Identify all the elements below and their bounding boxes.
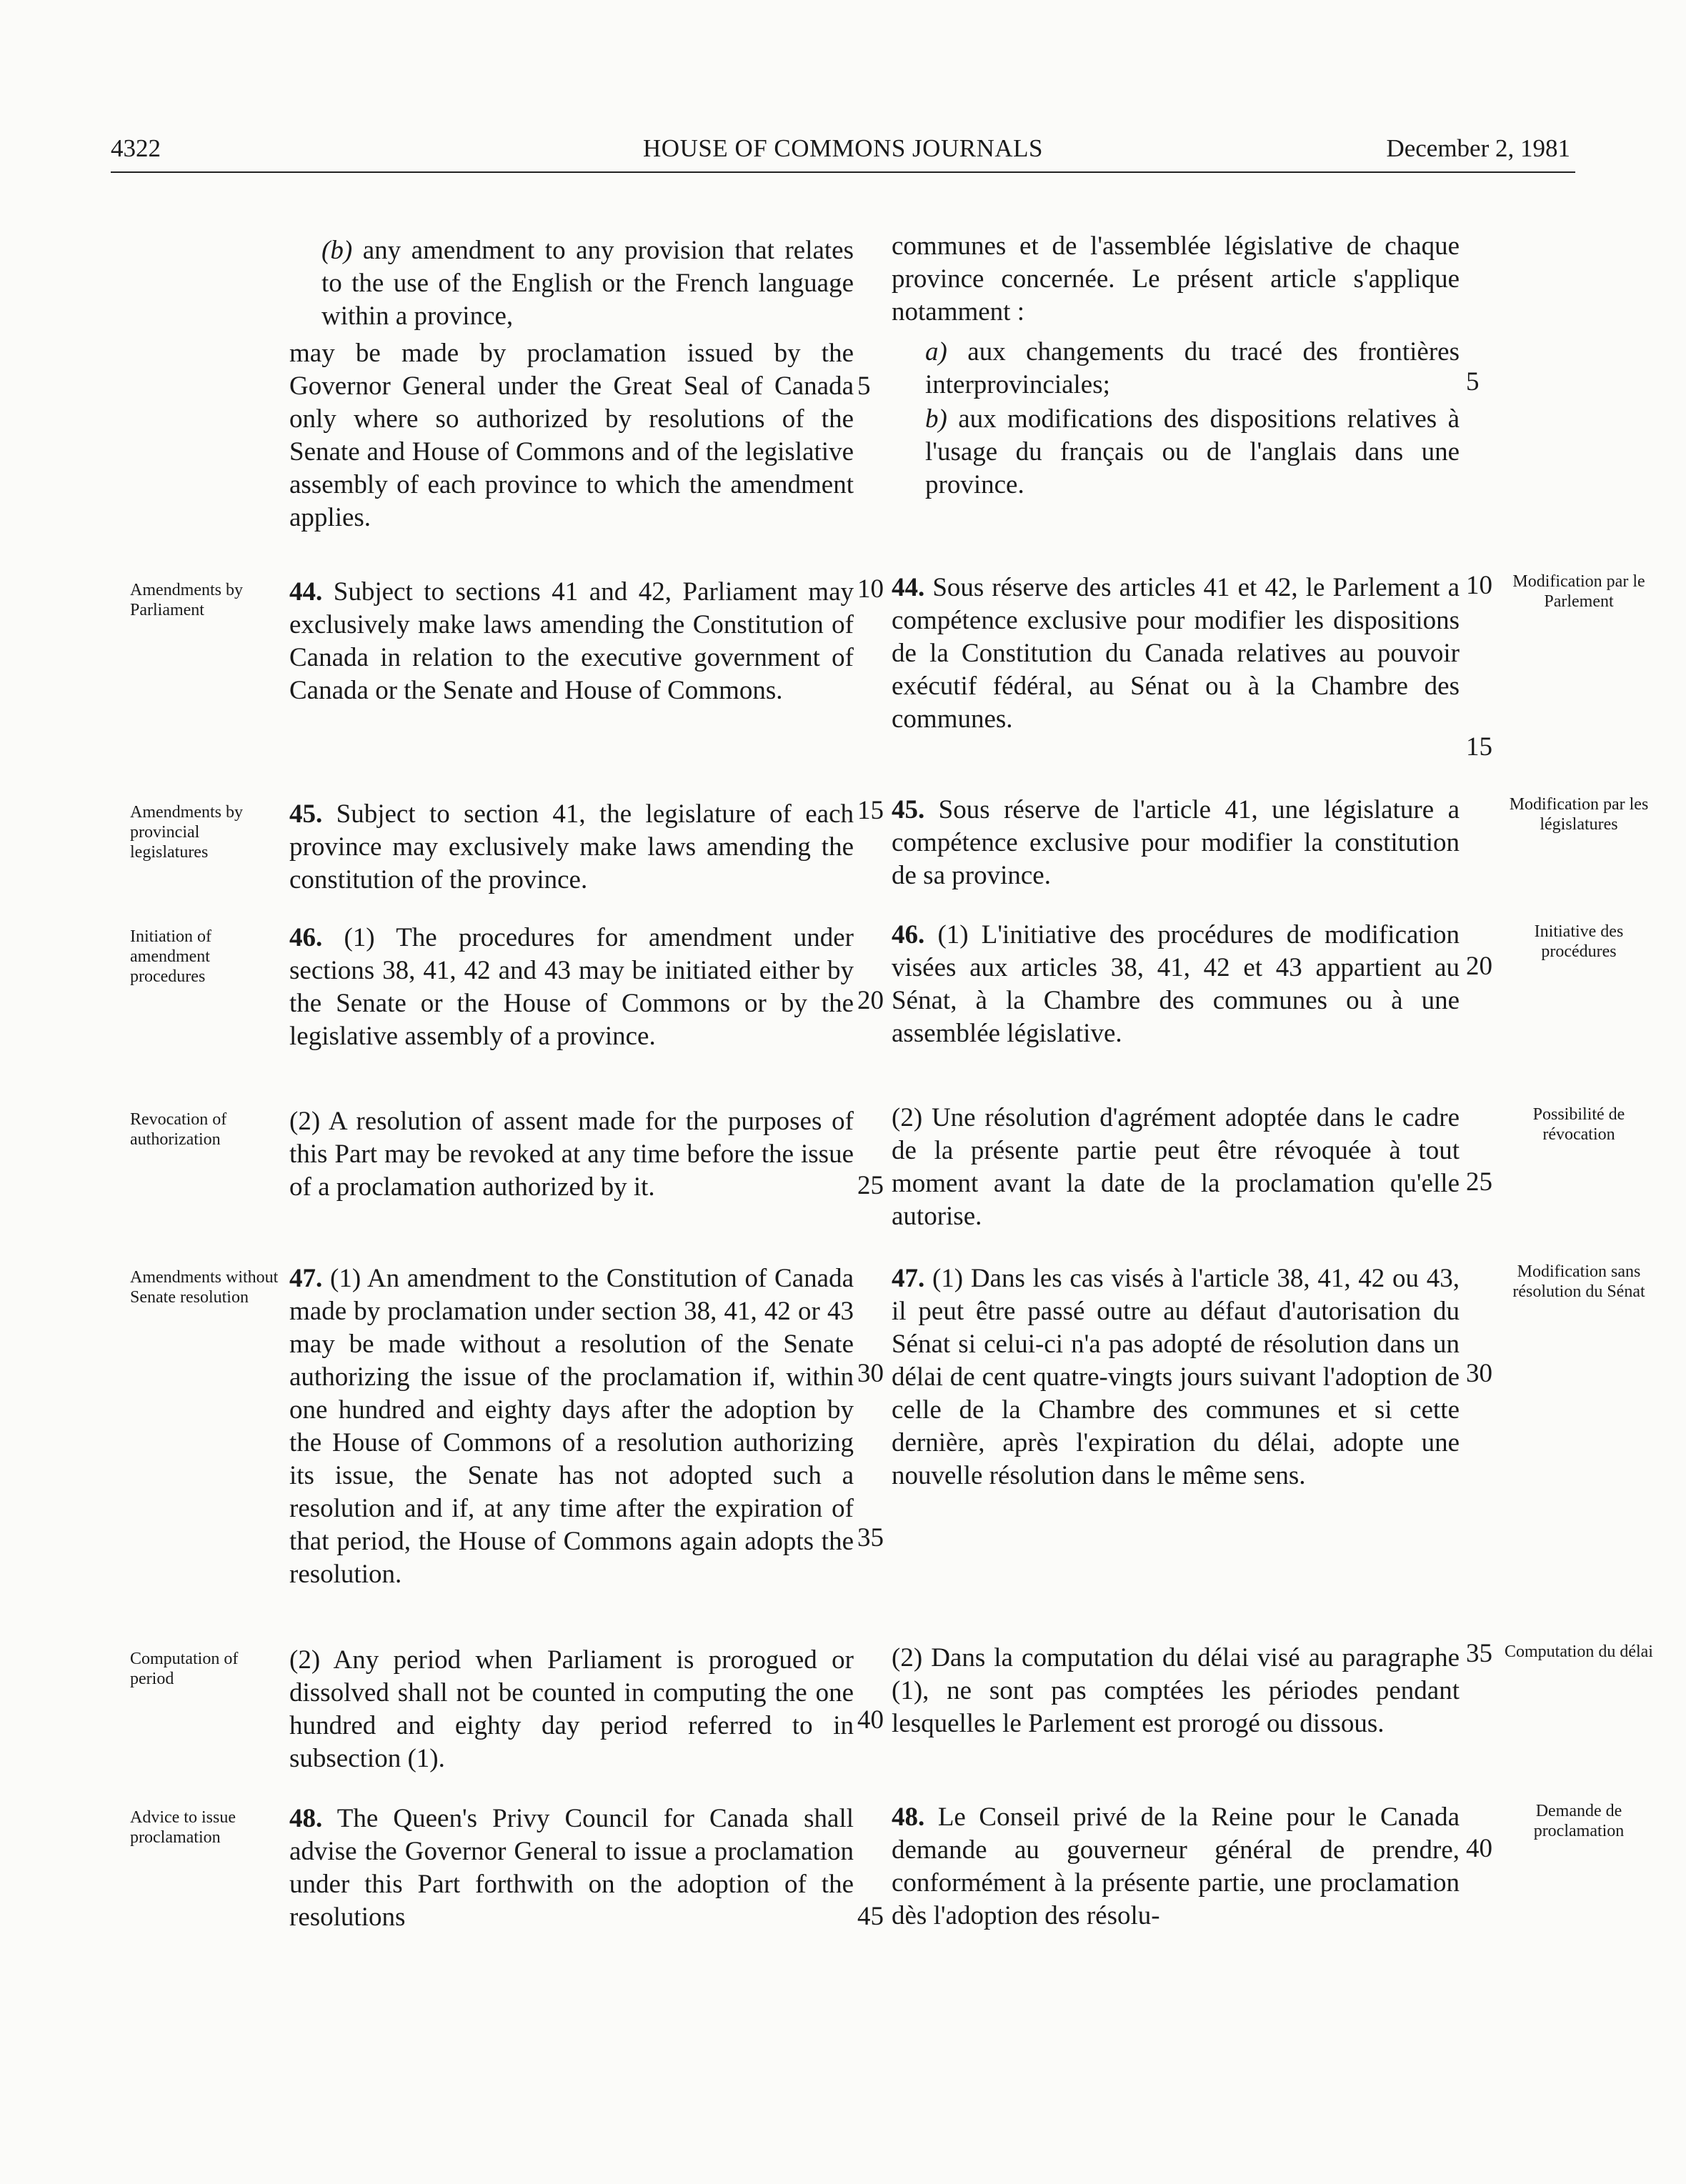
fr-s48-number: 48.	[892, 1802, 925, 1832]
en-s47-1-text: (1) An amendment to the Constitution of Canada made by proclamation under section 38, 41, 42 or 43 may be made without a resolution of the Senate authorizing the issue of the proclamation if, within one hundred and eighty days after the adoption by the House of Commons of a resolution authorizing its issue, the Senate has not adopted such a resolution and if, at any time after the expiration of that period, the House of Commons again adopts the resolution.	[289, 1264, 854, 1589]
margin-note-en: Initiation of amendment procedures	[130, 927, 211, 986]
fr-section-46-2	[892, 1102, 1460, 1233]
en-s45-text: Subject to section 41, the legislature of each province may exclusively make laws amending the constitution of the province.	[289, 799, 854, 894]
en-item-b-text: any amendment to any provision that relates to the use of the English or the French language within a province,	[321, 236, 854, 331]
fr-s48-text: Le Conseil privé de la Reine pour le Canada demande au gouverneur général de prendre, conformément à la présente partie, une proclamation dès l'adoption des résolu-	[892, 1802, 1460, 1930]
margin-note-fr: Possibilité de révocation	[1532, 1105, 1625, 1144]
en-line-number: 20	[857, 986, 884, 1015]
fr-line-number: 30	[1466, 1359, 1492, 1388]
fr-continuation	[892, 230, 1460, 329]
fr-s46-number: 46.	[892, 920, 925, 949]
margin-note-en: Advice to issue proclamation	[130, 1808, 236, 1847]
fr-s44-number: 44.	[892, 573, 925, 602]
fr-line-number: 5	[1466, 367, 1480, 397]
fr-s47-1-text: (1) Dans les cas visés à l'article 38, 41, 42 ou 43, il peut être passé outre au défaut d'autorisation du Sénat si celui-ci n'a pas adopté de résolution dans un délai de cent quatre-vingts jours suivant l'adoption de celle de la Chambre des communes et si cette dernière, après l'expiration du délai, adopte une nouvelle résolution dans le même sens.	[892, 1264, 1460, 1490]
en-s48-number: 48.	[289, 1804, 323, 1833]
en-line-number: 25	[857, 1171, 884, 1200]
fr-s47-2-text: (2) Dans la computation du délai visé au paragraphe (1), ne sont pas comptées les périodes pendant lesquelles le Parlement est prorogé ou dissous.	[892, 1643, 1460, 1738]
fr-section-46-1	[892, 919, 1460, 1050]
en-line-number: 45	[857, 1902, 884, 1931]
fr-line-number: 15	[1466, 732, 1492, 762]
margin-note-fr: Demande de proclamation	[1533, 1802, 1625, 1840]
en-line-number: 10	[857, 574, 884, 604]
margin-note-en: Amendments by Parliament	[130, 581, 243, 619]
fr-line-number: 25	[1466, 1167, 1492, 1197]
fr-item-a-marker: a)	[925, 337, 947, 367]
fr-s47-number: 47.	[892, 1264, 925, 1293]
margin-note-fr: Modification sans résolution du Sénat	[1512, 1262, 1645, 1301]
fr-cont-text: communes et de l'assemblée législative de chaque province concernée. Le présent article s'applique notamment :	[892, 231, 1460, 326]
en-line-number: 15	[857, 796, 884, 825]
en-section-46-2	[289, 1105, 854, 1204]
fr-section-47-1	[892, 1262, 1460, 1492]
en-line-number: 5	[857, 372, 871, 401]
header-rule	[111, 171, 1575, 173]
en-s48-text: The Queen's Privy Council for Canada shall advise the Governor General to issue a proclamation under this Part forthwith on the adoption of the resolutions	[289, 1804, 854, 1932]
fr-item-b-marker: b)	[925, 404, 947, 434]
en-s47-number: 47.	[289, 1264, 323, 1293]
margin-note-en: Amendments by provincial legislatures	[130, 803, 243, 862]
fr-line-number: 20	[1466, 952, 1492, 981]
en-s46-number: 46.	[289, 923, 323, 952]
en-s46-1-text: (1) The procedures for amendment under sections 38, 41, 42 and 43 may be initiated either by the Senate or the House of Commons or by the legislative assembly of a province.	[289, 923, 854, 1051]
fr-s45-number: 45.	[892, 795, 925, 824]
en-section-48	[289, 1802, 854, 1934]
fr-line-number: 35	[1466, 1639, 1492, 1668]
en-item-b	[321, 234, 854, 333]
fr-line-number: 10	[1466, 571, 1492, 600]
en-s45-number: 45.	[289, 799, 323, 829]
margin-note-fr: Computation du délai	[1505, 1642, 1653, 1661]
en-proclamation-clause	[289, 337, 854, 534]
fr-item-b	[925, 403, 1460, 502]
margin-note-fr: Modification par le Parlement	[1512, 572, 1645, 611]
journal-date: December 2, 1981	[1386, 134, 1570, 162]
en-proclamation-text: may be made by proclamation issued by the Governor General under the Great Seal of Canada only where so authorized by resolutions of the Senate and House of Commons and of the legislative assembly of each province to which the amendment applies.	[289, 339, 854, 532]
en-s44-number: 44.	[289, 577, 323, 607]
en-s47-2-text: (2) Any period when Parliament is prorogued or dissolved shall not be counted in computing the one hundred and eighty day period referred to in subsection (1).	[289, 1645, 854, 1773]
margin-note-en: Amendments without Senate resolution	[130, 1268, 279, 1307]
en-section-45	[289, 798, 854, 897]
en-line-number: 40	[857, 1705, 884, 1735]
fr-section-45	[892, 794, 1460, 892]
en-s44-text: Subject to sections 41 and 42, Parliament may exclusively make laws amending the Constitution of Canada in relation to the executive government of Canada or the Senate and House of Commons.	[289, 577, 854, 705]
fr-s45-text: Sous réserve de l'article 41, une législature a compétence exclusive pour modifier la constitution de sa province.	[892, 795, 1460, 890]
en-line-number: 35	[857, 1523, 884, 1552]
en-s46-2-text: (2) A resolution of assent made for the purposes of this Part may be revoked at any time before the issue of a proclamation authorized by it.	[289, 1107, 854, 1202]
fr-item-b-text: aux modifications des dispositions relatives à l'usage du français ou de l'anglais dans une province.	[925, 404, 1460, 499]
journal-title: HOUSE OF COMMONS JOURNALS	[643, 134, 1043, 162]
fr-item-a	[925, 336, 1460, 402]
fr-item-a-text: aux changements du tracé des frontières interprovinciales;	[925, 337, 1460, 399]
en-section-47-1	[289, 1262, 854, 1591]
margin-note-en: Computation of period	[130, 1650, 239, 1688]
fr-s46-1-text: (1) L'initiative des procédures de modification visées aux articles 38, 41, 42 et 43 appartient au Sénat, à la Chambre des communes ou à une assemblée législative.	[892, 920, 1460, 1048]
page-number: 4322	[111, 134, 161, 162]
fr-section-44	[892, 572, 1460, 736]
margin-note-fr: Modification par les législatures	[1509, 795, 1649, 834]
fr-s46-2-text: (2) Une résolution d'agrément adoptée dans le cadre de la présente partie peut être révoquée à tout moment avant la date de la proclamation qu'elle autorise.	[892, 1103, 1460, 1231]
en-section-44	[289, 576, 854, 707]
margin-note-en: Revocation of authorization	[130, 1110, 227, 1149]
en-item-b-marker: (b)	[321, 236, 353, 265]
en-line-number: 30	[857, 1359, 884, 1388]
en-section-47-2	[289, 1644, 854, 1775]
fr-section-48	[892, 1801, 1460, 1933]
fr-line-number: 40	[1466, 1834, 1492, 1863]
margin-note-fr: Initiative des procédures	[1534, 922, 1624, 961]
fr-section-47-2	[892, 1642, 1460, 1740]
en-section-46-1	[289, 922, 854, 1053]
fr-s44-text: Sous réserve des articles 41 et 42, le Parlement a compétence exclusive pour modifier les dispositions de la Constitution du Canada relatives au pouvoir exécutif fédéral, au Sénat ou à la Chambre des communes.	[892, 573, 1460, 734]
